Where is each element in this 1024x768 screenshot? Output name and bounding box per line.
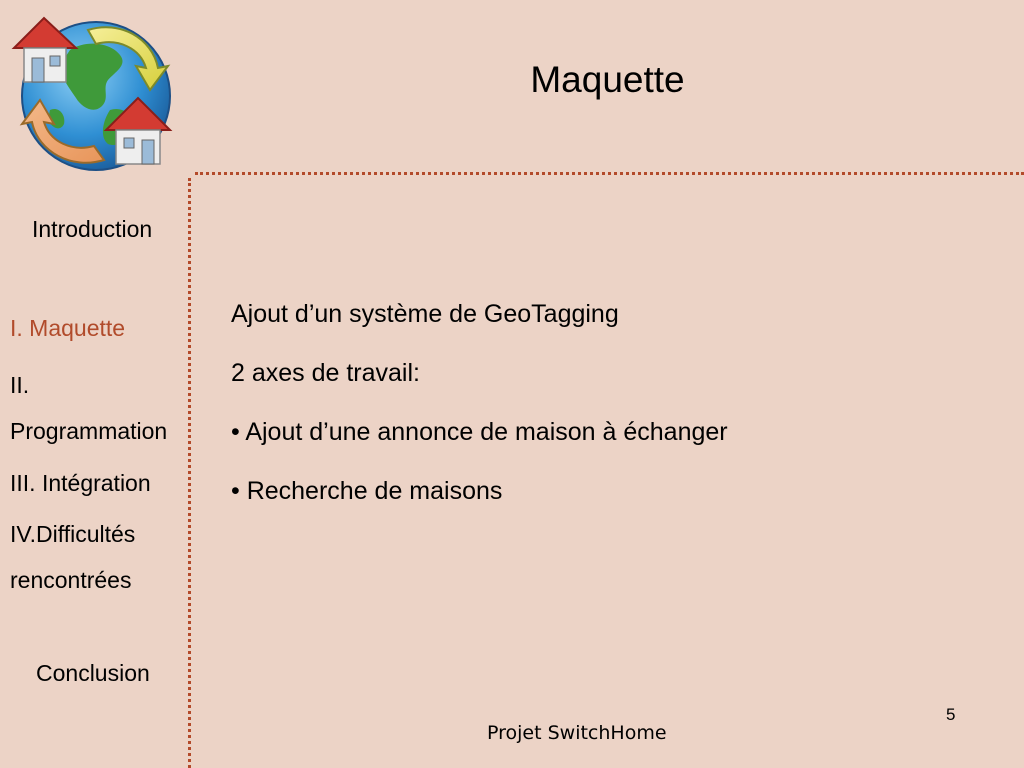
content-bullet-annonce: • Ajout d’une annonce de maison à échanger <box>231 418 728 446</box>
sidebar-item-difficultes[interactable]: IV.Difficultés rencontrées <box>10 521 136 593</box>
sidebar-item-conclusion[interactable]: Conclusion <box>36 660 150 686</box>
switchhome-logo <box>10 10 175 175</box>
sidebar-item-integration[interactable]: III. Intégration <box>10 470 151 496</box>
vertical-dotted-divider <box>188 178 191 768</box>
page-number: 5 <box>946 705 956 724</box>
globe-houses-icon <box>10 10 175 175</box>
content-bullet-recherche: • Recherche de maisons <box>231 477 503 505</box>
slide-title: Maquette <box>530 59 685 100</box>
slide-content <box>231 294 991 530</box>
sidebar-item-programmation[interactable]: II. Programmation <box>10 372 168 444</box>
horizontal-dotted-divider <box>195 172 1024 175</box>
sidebar-item-introduction[interactable]: Introduction <box>32 216 153 242</box>
footer-project-name: Projet SwitchHome <box>487 722 667 744</box>
content-line-geotagging: Ajout d’un système de GeoTagging <box>231 300 619 328</box>
sidebar-item-maquette[interactable]: I. Maquette <box>10 315 126 341</box>
content-line-axes: 2 axes de travail: <box>231 359 420 387</box>
